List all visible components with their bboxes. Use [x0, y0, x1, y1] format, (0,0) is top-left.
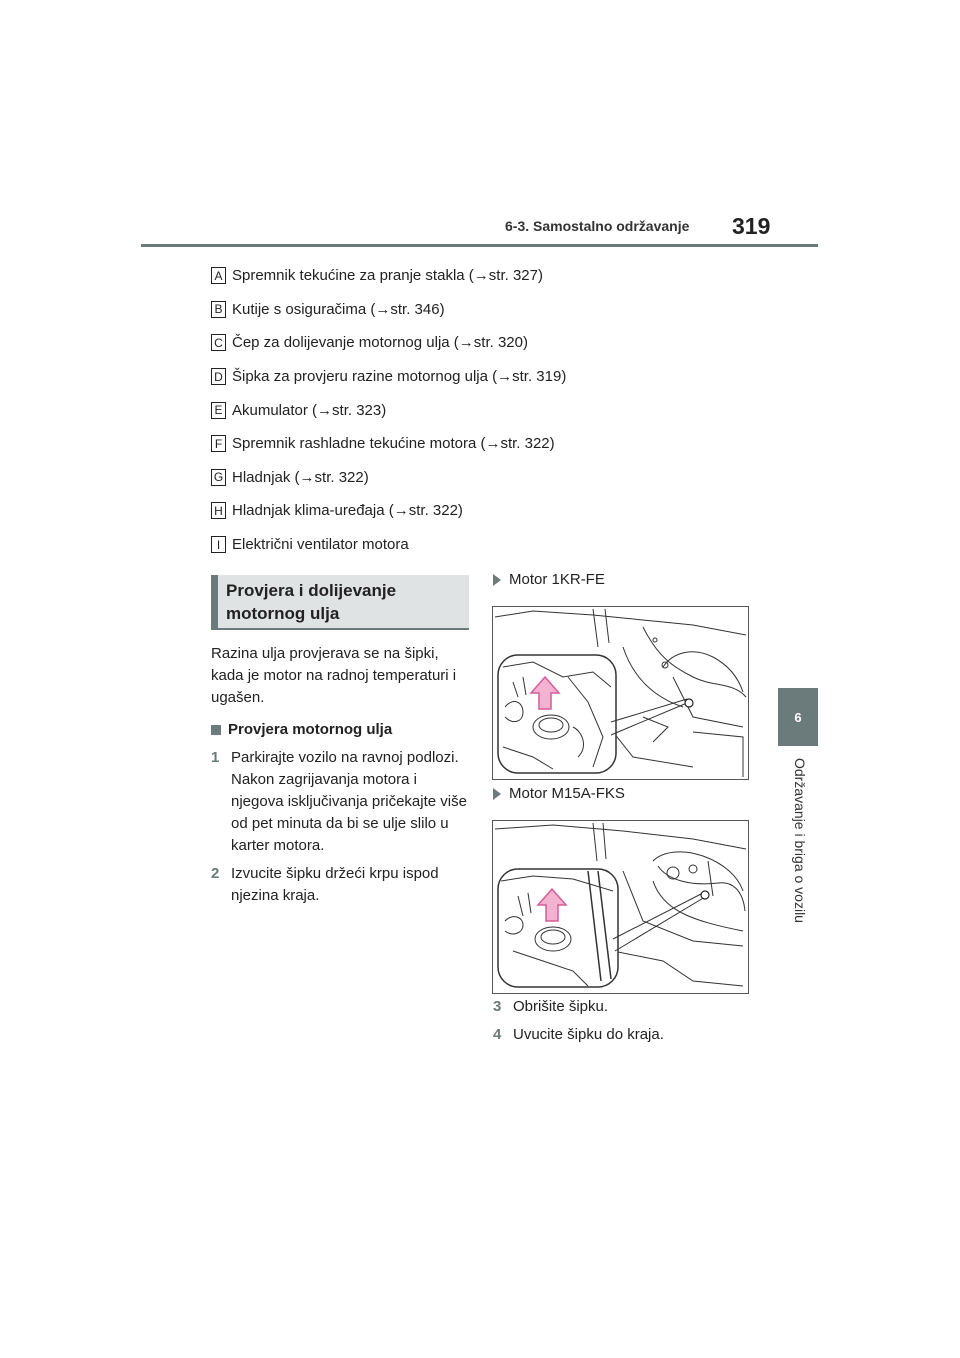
legend-text: Šipka za provjeru razine motornog ulja (→str. 319): [232, 368, 567, 386]
legend-key: H: [211, 502, 226, 519]
page-number: 319: [732, 213, 771, 239]
engine-illustration: [492, 820, 749, 994]
legend-item: [211, 393, 771, 427]
triangle-bullet-icon: [493, 574, 501, 586]
legend-key: C: [211, 334, 226, 351]
subheading: [211, 719, 473, 741]
legend-text: Kutije s osiguračima (→str. 346): [232, 300, 445, 318]
legend-text: Hladnjak (→str. 322): [232, 468, 369, 486]
legend-text: Spremnik rashladne tekućine motora (→str. 322): [232, 435, 555, 453]
section-heading-line: Provjera i dolijevanje: [226, 581, 397, 600]
legend-key: A: [211, 267, 226, 284]
step-text: Obrišite šipku.: [513, 998, 609, 1015]
intro-text: Razina ulja provjerava se na šipki, kada je motor na radnoj temperaturi i ugašen.: [211, 645, 457, 706]
legend-item: [211, 326, 771, 360]
step-number: 3: [493, 998, 502, 1015]
legend-key: B: [211, 301, 226, 318]
legend-key: G: [211, 469, 226, 486]
square-bullet-icon: [211, 725, 221, 735]
section-heading-line: motornog ulja: [226, 604, 340, 623]
legend-key: D: [211, 368, 226, 385]
engine-illustration: [492, 606, 749, 780]
step-number: 4: [493, 1026, 502, 1043]
step-item: [211, 747, 473, 857]
subheading-text: Provjera motornog ulja: [228, 721, 393, 738]
section-heading: [211, 575, 469, 628]
legend-item: [211, 293, 771, 327]
legend-key: I: [211, 536, 226, 553]
engine-1kr-fe-drawing: [493, 607, 748, 779]
legend-key: E: [211, 402, 226, 419]
legend-item: [211, 461, 771, 495]
legend-text: Električni ventilator motora: [232, 536, 409, 554]
engine-caption: [493, 785, 625, 802]
legend-text: Akumulator (→str. 323): [232, 401, 387, 419]
component-legend: [211, 259, 771, 561]
engine-m15a-fks-drawing: [493, 821, 748, 993]
legend-item: [211, 259, 771, 293]
step-item: [493, 998, 608, 1015]
legend-text: Hladnjak klima-uređaja (→str. 322): [232, 502, 463, 520]
section-header: 6-3. Samostalno održavanje: [505, 218, 690, 234]
legend-key: F: [211, 435, 226, 452]
engine-caption: [493, 571, 605, 588]
engine-caption-text: Motor M15A-FKS: [509, 785, 625, 802]
step-text: Uvucite šipku do kraja.: [513, 1026, 664, 1043]
chapter-tab-label: Održavanje i briga o vozilu: [792, 758, 808, 923]
step-number: 1: [211, 749, 220, 766]
step-text: Izvucite šipku držeći krpu ispod njezina kraja.: [231, 865, 439, 904]
header-rule: [141, 244, 818, 247]
legend-item: [211, 360, 771, 394]
legend-item: [211, 528, 771, 562]
step-item: [211, 863, 473, 907]
legend-item: [211, 427, 771, 461]
legend-text: Spremnik tekućine za pranje stakla (→str. 327): [232, 267, 543, 285]
step-item: [493, 1026, 664, 1043]
step-number: 2: [211, 865, 220, 882]
chapter-tab: 6: [778, 688, 818, 746]
legend-item: [211, 494, 771, 528]
section-rule: [211, 628, 469, 630]
left-column: [211, 643, 473, 907]
legend-text: Čep za dolijevanje motornog ulja (→str. 320): [232, 334, 528, 352]
engine-caption-text: Motor 1KR-FE: [509, 571, 605, 588]
step-text: Parkirajte vozilo na ravnoj podlozi. Nakon zagrijavanja motora i njegova isključivanja pričekajte više od pet minuta da bi se ulje slilo u karter motora.: [231, 749, 467, 854]
triangle-bullet-icon: [493, 788, 501, 800]
